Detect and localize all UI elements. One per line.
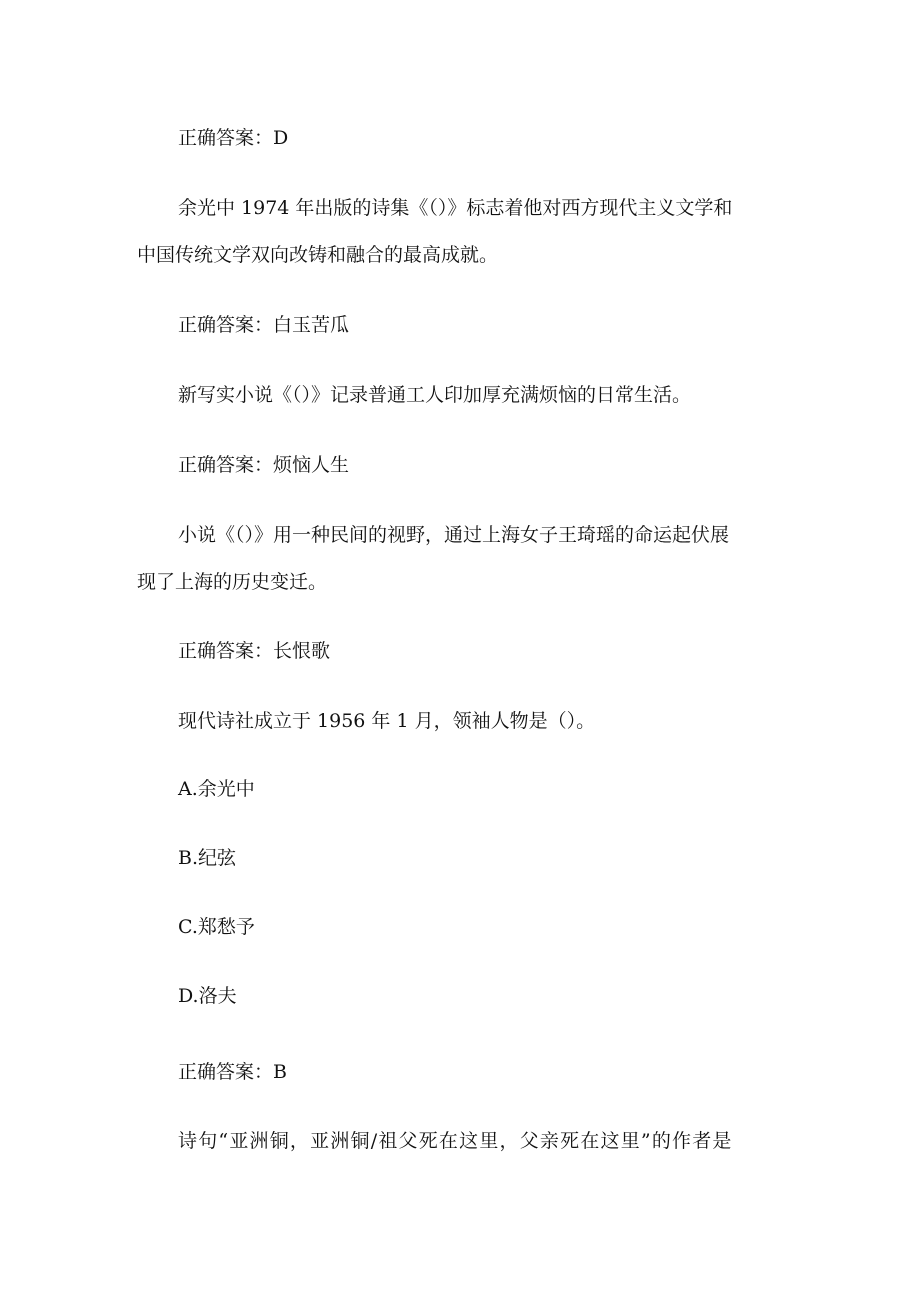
question-line-continued: 中国传统文学双向改铸和融合的最高成就。 [137, 244, 499, 266]
answer-line: 正确答案：白玉苦瓜 [178, 314, 350, 336]
answer-line: 正确答案：D [178, 127, 289, 149]
question-line: 余光中 1974 年出版的诗集《（）》标志着他对西方现代主义文学和 [178, 197, 733, 219]
question-line: 诗句“亚洲铜，亚洲铜/祖父死在这里，父亲死在这里”的作者是 [178, 1130, 733, 1152]
option-line: B.纪弦 [178, 847, 237, 869]
option-line: C.郑愁予 [178, 916, 255, 938]
answer-line: 正确答案：长恨歌 [178, 640, 331, 662]
question-line-continued: 现了上海的历史变迁。 [137, 571, 328, 593]
question-line: 小说《（）》用一种民间的视野，通过上海女子王琦瑶的命运起伏展 [178, 524, 730, 546]
option-line: A.余光中 [178, 778, 255, 800]
question-line: 新写实小说《（）》记录普通工人印加厚充满烦恼的日常生活。 [178, 384, 692, 406]
option-line: D.洛夫 [178, 985, 237, 1007]
answer-line: 正确答案：B [178, 1061, 287, 1083]
question-line: 现代诗社成立于 1956 年 1 月，领袖人物是（）。 [178, 710, 596, 732]
answer-line: 正确答案：烦恼人生 [178, 454, 350, 476]
